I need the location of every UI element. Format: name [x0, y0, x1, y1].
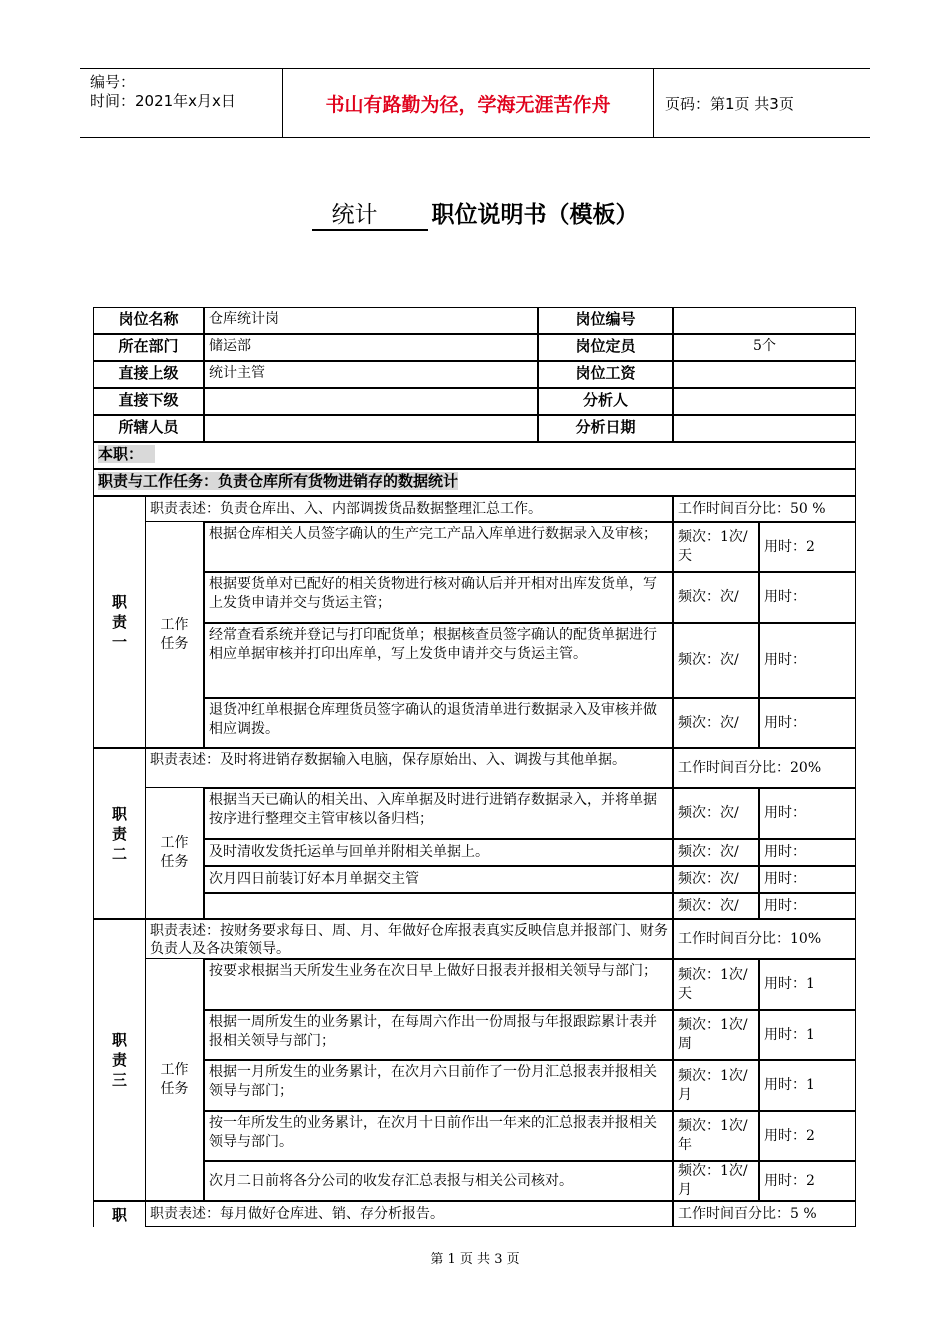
duty-1-pct: 工作时间百分比：50 % — [673, 496, 856, 522]
duty-1-task-1: 根据仓库相关人员签字确认的生产完工产品入库单进行数据录入及审核； — [204, 522, 673, 572]
duty-3-desc: 职责表述：按财务要求每日、周、月、年做好仓库报表真实反映信息并报部门、财务负责人及各决策领导。 — [146, 919, 673, 959]
duty-1-work-task-label: 工作任务 — [146, 522, 204, 748]
duty-3-task-3: 根据一月所发生的业务累计，在次月六日前作了一份月汇总报表并报相关领导与部门； — [204, 1060, 673, 1111]
duty-1-task-1-time: 用时：2 — [759, 522, 856, 572]
duty-1-task-3-freq: 频次：次/ — [673, 623, 759, 698]
duty-3-task-4-time: 用时：2 — [759, 1111, 856, 1161]
document-date: 时间：2021年x月x日 — [90, 92, 236, 110]
duty-2-task-3: 次月四日前装订好本月单据交主管 — [204, 866, 673, 893]
duty-summary-row — [93, 442, 856, 469]
label-analyst: 分析人 — [538, 388, 673, 415]
label-subordinate: 直接下级 — [93, 388, 204, 415]
value-position-name: 仓库统计岗 — [204, 307, 538, 334]
duty-3-task-1-time: 用时：1 — [759, 959, 856, 1010]
duty-2-task-4 — [204, 893, 673, 919]
value-staff — [204, 415, 538, 442]
duty-3-task-2-time: 用时：1 — [759, 1010, 856, 1060]
duty-3-work-task-label: 工作任务 — [146, 959, 204, 1201]
duty-1-task-4-freq: 频次：次/ — [673, 698, 759, 748]
title-position-name: 统计 — [312, 196, 428, 231]
value-department: 储运部 — [204, 334, 538, 361]
duty-2-task-2-freq: 频次：次/ — [673, 839, 759, 866]
label-position-name: 岗位名称 — [93, 307, 204, 334]
duty-3-task-5-freq: 频次：1次/月 — [673, 1161, 759, 1201]
duty-1-task-2-freq: 频次：次/ — [673, 572, 759, 623]
duty-3-task-4: 按一年所发生的业务累计，在次月十日前作出一年来的汇总报表并报相关领导与部门。 — [204, 1111, 673, 1161]
duty-3-task-3-time: 用时：1 — [759, 1060, 856, 1111]
duty-4-label: 职 — [93, 1201, 146, 1227]
duty-2-label: 职责二 — [93, 748, 146, 919]
tasks-heading: 职责与工作任务：负责仓库所有货物进销存的数据统计 — [98, 472, 459, 490]
duty-3-task-5-time: 用时：2 — [759, 1161, 856, 1201]
duty-4-pct: 工作时间百分比：5 % — [673, 1201, 856, 1227]
label-salary: 岗位工资 — [538, 361, 673, 388]
duty-2-task-1: 根据当天已确认的相关出、入库单据及时进行进销存数据录入，并将单据按序进行整理交主管审核以备归档； — [204, 788, 673, 839]
value-subordinate — [204, 388, 538, 415]
duty-2-work-task-label: 工作任务 — [146, 788, 204, 919]
label-superior: 直接上级 — [93, 361, 204, 388]
value-analyst — [673, 388, 856, 415]
duty-2-pct: 工作时间百分比：20% — [673, 748, 856, 788]
duty-1-desc: 职责表述：负责仓库出、入、内部调拨货品数据整理汇总工作。 — [146, 496, 673, 522]
duty-3-task-1-freq: 频次：1次/天 — [673, 959, 759, 1010]
duty-4-desc: 职责表述：每月做好仓库进、销、存分析报告。 — [146, 1201, 673, 1227]
label-headcount: 岗位定员 — [538, 334, 673, 361]
header-left — [90, 73, 236, 111]
duty-1-task-2: 根据要货单对已配好的相关货物进行核对确认后并开相对出库发货单，写上发货申请并交与货运主管； — [204, 572, 673, 623]
duty-1-task-4: 退货冲红单根据仓库理货员签字确认的退货清单进行数据录入及审核并做相应调拨。 — [204, 698, 673, 748]
value-superior: 统计主管 — [204, 361, 538, 388]
duty-1-task-3: 经常查看系统并登记与打印配货单；根据核查员签字确认的配货单据进行相应单据审核并打印出库单，写上发货申请并交与货运主管。 — [204, 623, 673, 698]
duty-1-task-2-time: 用时： — [759, 572, 856, 623]
duty-2-task-4-time: 用时： — [759, 893, 856, 919]
page-header — [80, 68, 870, 138]
value-position-code — [673, 307, 856, 334]
label-department: 所在部门 — [93, 334, 204, 361]
tasks-heading-row — [93, 469, 856, 496]
duty-3-label: 职责三 — [93, 919, 146, 1201]
duty-2-task-3-time: 用时： — [759, 866, 856, 893]
duty-1-task-3-time: 用时： — [759, 623, 856, 698]
duty-1-task-4-time: 用时： — [759, 698, 856, 748]
duty-3-task-3-freq: 频次：1次/月 — [673, 1060, 759, 1111]
header-page-info: 页码：第1页 共3页 — [665, 94, 794, 113]
header-motto: 书山有路勤为径，学海无涯苦作舟 — [282, 69, 654, 137]
duty-2-desc: 职责表述：及时将进销存数据输入电脑，保存原始出、入、调拨与其他单据。 — [146, 748, 673, 788]
page-footer: 第 1 页 共 3 页 — [430, 1252, 520, 1267]
value-analysis-date — [673, 415, 856, 442]
duty-2-task-4-freq: 频次：次/ — [673, 893, 759, 919]
duty-2-task-2: 及时清收发货托运单与回单并附相关单据上。 — [204, 839, 673, 866]
value-headcount: 5个 — [673, 334, 856, 361]
duty-1-label: 职责一 — [93, 496, 146, 748]
label-staff: 所辖人员 — [93, 415, 204, 442]
duty-2-task-2-time: 用时： — [759, 839, 856, 866]
duty-2-task-3-freq: 频次：次/ — [673, 866, 759, 893]
document-title — [0, 196, 950, 231]
duty-2-task-1-freq: 频次：次/ — [673, 788, 759, 839]
value-salary — [673, 361, 856, 388]
duty-3-task-1: 按要求根据当天所发生业务在次日早上做好日报表并报相关领导与部门； — [204, 959, 673, 1010]
label-analysis-date: 分析日期 — [538, 415, 673, 442]
duty-2-task-1-time: 用时： — [759, 788, 856, 839]
duty-1-task-1-freq: 频次：1次/天 — [673, 522, 759, 572]
duty-3-task-2: 根据一周所发生的业务累计，在每周六作出一份周报与年报跟踪累计表并报相关领导与部门； — [204, 1010, 673, 1060]
duty-summary-label: 本职： — [98, 445, 155, 463]
duty-3-pct: 工作时间百分比：10% — [673, 919, 856, 959]
document-number: 编号： — [90, 73, 136, 91]
title-main: 职位说明书（模板） — [431, 202, 639, 228]
duty-3-task-2-freq: 频次：1次/周 — [673, 1010, 759, 1060]
duty-3-task-5: 次月二日前将各分公司的收发存汇总表报与相关公司核对。 — [204, 1161, 673, 1201]
label-position-code: 岗位编号 — [538, 307, 673, 334]
duty-3-task-4-freq: 频次：1次/年 — [673, 1111, 759, 1161]
